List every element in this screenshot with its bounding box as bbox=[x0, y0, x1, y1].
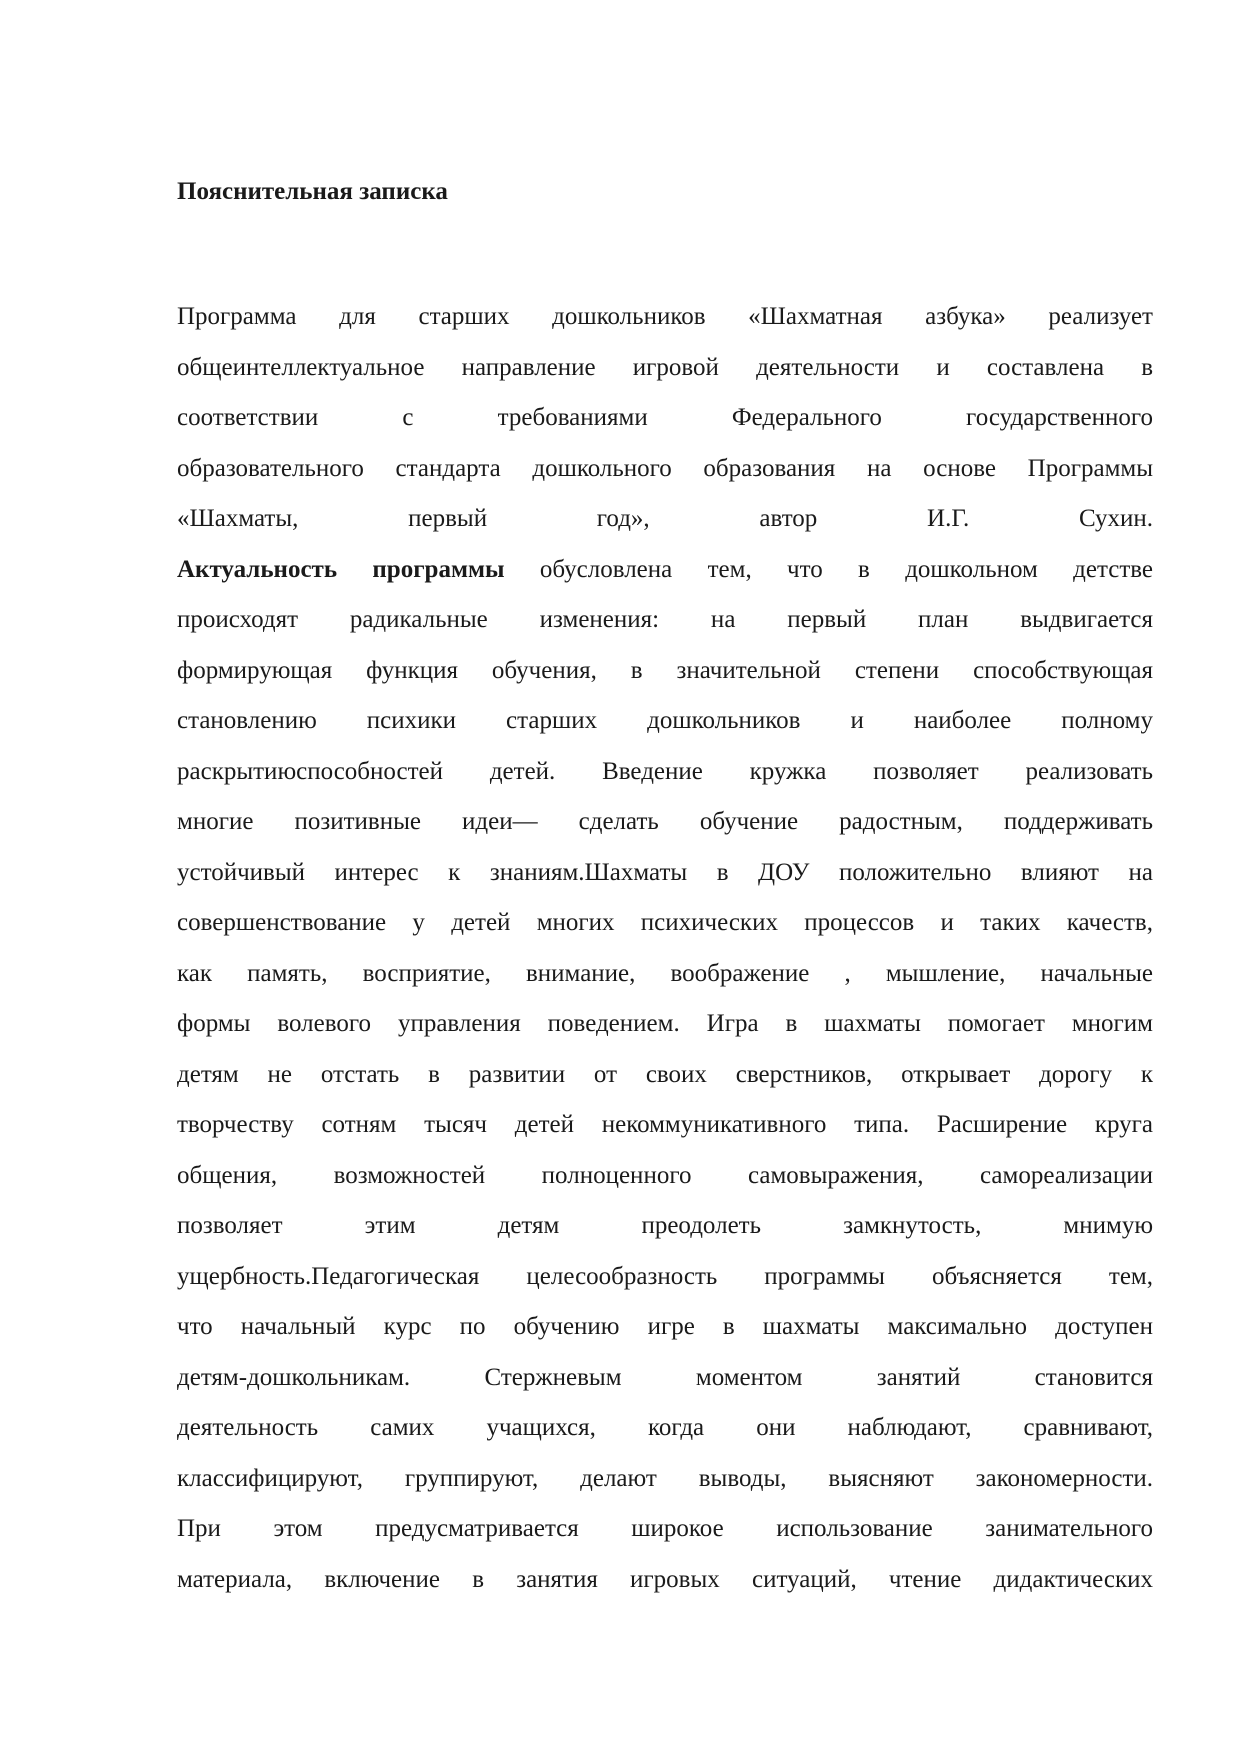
text-line bbox=[177, 1504, 1153, 1555]
line-text: как память, восприятие, внимание, воображение , мышление, начальные bbox=[177, 959, 1153, 987]
text-line bbox=[177, 292, 1153, 343]
line-text: обусловлена тем, что в дошкольном детстве bbox=[504, 555, 1154, 583]
text-line bbox=[177, 595, 1153, 646]
text-line bbox=[177, 999, 1153, 1050]
text-line bbox=[177, 393, 1153, 444]
line-text: При этом предусматривается широкое использование занимательного bbox=[177, 1515, 1153, 1542]
text-line bbox=[177, 1353, 1153, 1404]
line-text: «Шахматы, первый год», автор И.Г. Сухин. bbox=[177, 505, 1153, 532]
text-line bbox=[177, 1302, 1153, 1353]
line-text: устойчивый интерес к знаниям.Шахматы в ДОУ положительно влияют на bbox=[177, 858, 1153, 886]
text-line bbox=[177, 949, 1153, 1000]
line-text: раскрытиюспособностей детей. Введение кружка позволяет реализовать bbox=[177, 757, 1153, 785]
line-text: детям не отстать в развитии от своих сверстников, открывает дорогу к bbox=[177, 1060, 1153, 1088]
line-text: происходят радикальные изменения: на первый план выдвигается bbox=[177, 606, 1153, 633]
line-text: совершенствование у детей многих психических процессов и таких качеств, bbox=[177, 909, 1153, 936]
line-text: становлению психики старших дошкольников и наиболее полному bbox=[177, 707, 1153, 734]
line-text: позволяет этим детям преодолеть замкнутость, мнимую bbox=[177, 1212, 1153, 1239]
text-line bbox=[177, 1454, 1153, 1505]
line-text: творчеству сотням тысяч детей некоммуникативного типа. Расширение круга bbox=[177, 1111, 1153, 1138]
text-line bbox=[177, 494, 1153, 545]
line-text: многие позитивные идеи— сделать обучение радостным, поддерживать bbox=[177, 808, 1153, 835]
text-line bbox=[177, 1403, 1153, 1454]
line-text: общеинтеллектуальное направление игровой деятельности и составлена в bbox=[177, 353, 1153, 381]
line-text: формы волевого управления поведением. Игра в шахматы помогает многим bbox=[177, 1010, 1153, 1037]
text-line bbox=[177, 848, 1153, 899]
text-line bbox=[177, 747, 1153, 798]
text-line bbox=[177, 696, 1153, 747]
text-line bbox=[177, 797, 1153, 848]
page-title: Пояснительная записка bbox=[177, 178, 448, 205]
line-text: образовательного стандарта дошкольного образования на основе Программы bbox=[177, 454, 1153, 482]
text-line bbox=[177, 444, 1153, 495]
text-line bbox=[177, 1050, 1153, 1101]
line-text: классифицируют, группируют, делают выводы, выясняют закономерности. bbox=[177, 1464, 1153, 1492]
line-text: формирующая функция обучения, в значительной степени способствующая bbox=[177, 656, 1153, 684]
line-text: детям-дошкольникам. Стержневым моментом занятий становится bbox=[177, 1363, 1153, 1391]
text-line bbox=[177, 545, 1153, 596]
text-line bbox=[177, 898, 1153, 949]
text-line bbox=[177, 646, 1153, 697]
line-text: ущербность.Педагогическая целесообразность программы объясняется тем, bbox=[177, 1262, 1153, 1290]
text-line bbox=[177, 1555, 1153, 1606]
text-line bbox=[177, 1151, 1153, 1202]
line-text: общения, возможностей полноценного самовыражения, самореализации bbox=[177, 1161, 1153, 1189]
line-text: деятельность самих учащихся, когда они наблюдают, сравнивают, bbox=[177, 1414, 1153, 1441]
text-line bbox=[177, 343, 1153, 394]
line-text: Программа для старших дошкольников «Шахматная азбука» реализует bbox=[177, 303, 1153, 330]
body-text bbox=[177, 292, 1153, 1605]
text-line bbox=[177, 1252, 1153, 1303]
text-line bbox=[177, 1100, 1153, 1151]
text-line bbox=[177, 1201, 1153, 1252]
line-text: материала, включение в занятия игровых ситуаций, чтение дидактических bbox=[177, 1565, 1153, 1593]
line-text: что начальный курс по обучению игре в шахматы максимально доступен bbox=[177, 1313, 1153, 1340]
line-text: соответствии с требованиями Федерального государственного bbox=[177, 404, 1153, 431]
bold-phrase: Актуальность программы bbox=[177, 555, 505, 583]
